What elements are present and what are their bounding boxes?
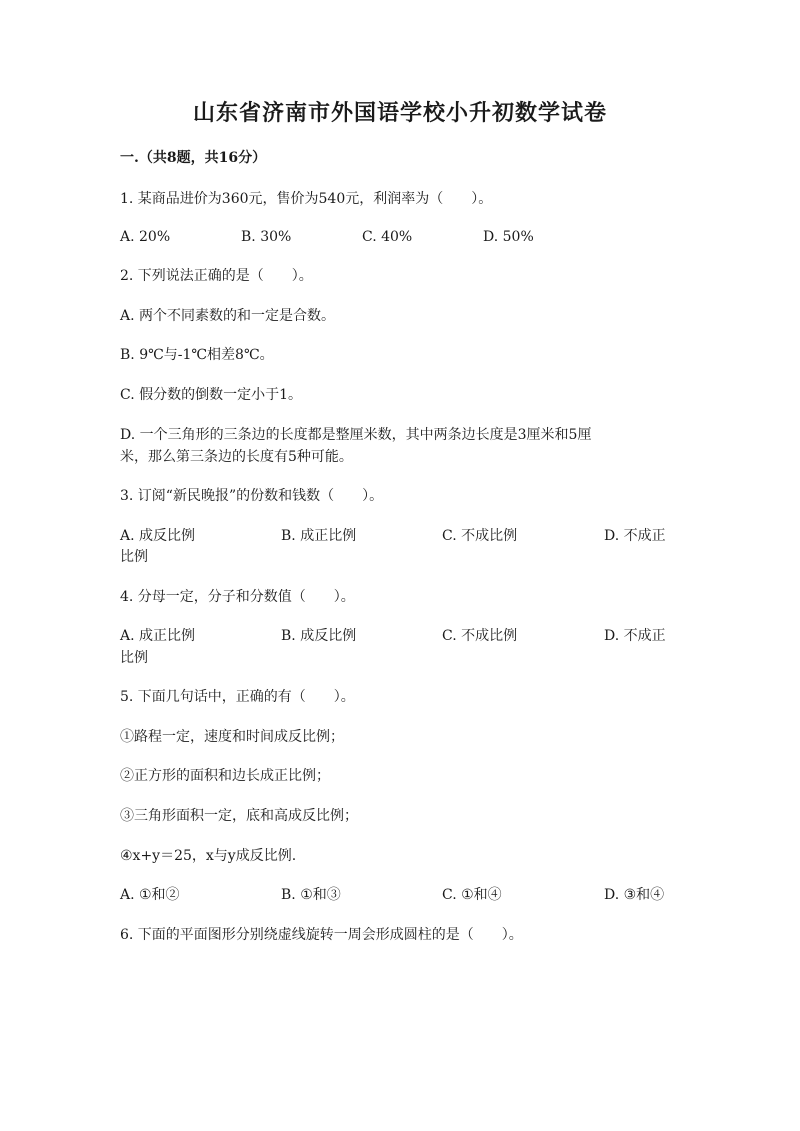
question-1-option-b: B. 30% — [241, 229, 292, 245]
question-3-option-c: C. 不成比例 — [442, 528, 518, 544]
question-4-option-d: D. 不成正 — [604, 628, 666, 644]
question-1-option-a: A. 20% — [120, 229, 171, 245]
question-3-option-a: A. 成反比例 — [120, 528, 196, 544]
question-2-option-c: C. 假分数的倒数一定小于1。 — [120, 387, 303, 403]
exam-title: 山东省济南市外国语学校小升初数学试卷 — [192, 100, 607, 126]
question-3-stem: 3. 订阅“新民晚报”的份数和钱数（ ）。 — [120, 488, 384, 504]
question-3-option-d-wrap: 比例 — [120, 549, 148, 565]
question-4-stem: 4. 分母一定，分子和分数值（ ）。 — [120, 589, 355, 605]
question-1-option-c: C. 40% — [362, 229, 413, 245]
question-4-option-b: B. 成反比例 — [281, 628, 357, 644]
question-5-option-c: C. ①和④ — [442, 887, 502, 903]
question-2-stem: 2. 下列说法正确的是（ ）。 — [120, 268, 313, 284]
question-5-option-b: B. ①和③ — [281, 887, 341, 903]
question-3-option-d: D. 不成正 — [604, 528, 666, 544]
question-2-option-b: B. 9℃与-1℃相差8℃。 — [120, 347, 274, 363]
question-1-option-d: D. 50% — [483, 229, 534, 245]
question-5-statement-1: ①路程一定，速度和时间成反比例； — [120, 729, 344, 745]
question-4-option-c: C. 不成比例 — [442, 628, 518, 644]
question-5-statement-3: ③三角形面积一定，底和高成反比例； — [120, 808, 358, 824]
question-5-statement-4: ④x+y＝25，x与y成反比例. — [120, 848, 297, 864]
question-5-option-a: A. ①和② — [120, 887, 180, 903]
question-4-option-a: A. 成正比例 — [120, 628, 196, 644]
question-5-statement-2: ②正方形的面积和边长成正比例； — [120, 768, 330, 784]
question-2-option-d-line2: 米，那么第三条边的长度有5种可能。 — [120, 449, 353, 465]
question-6-stem: 6. 下面的平面图形分别绕虚线旋转一周会形成圆柱的是（ ）。 — [120, 927, 523, 943]
question-2-option-a: A. 两个不同素数的和一定是合数。 — [120, 308, 336, 324]
question-4-option-d-wrap: 比例 — [120, 650, 148, 666]
section-heading: 一.（共8题，共16分） — [120, 150, 267, 166]
question-5-option-d: D. ③和④ — [604, 887, 665, 903]
question-3-option-b: B. 成正比例 — [281, 528, 357, 544]
question-5-stem: 5. 下面几句话中，正确的有（ ）。 — [120, 689, 355, 705]
question-1-stem: 1. 某商品进价为360元，售价为540元，利润率为（ ）。 — [120, 191, 493, 207]
question-2-option-d-line1: D. 一个三角形的三条边的长度都是整厘米数，其中两条边长度是3厘米和5厘 — [120, 427, 592, 443]
